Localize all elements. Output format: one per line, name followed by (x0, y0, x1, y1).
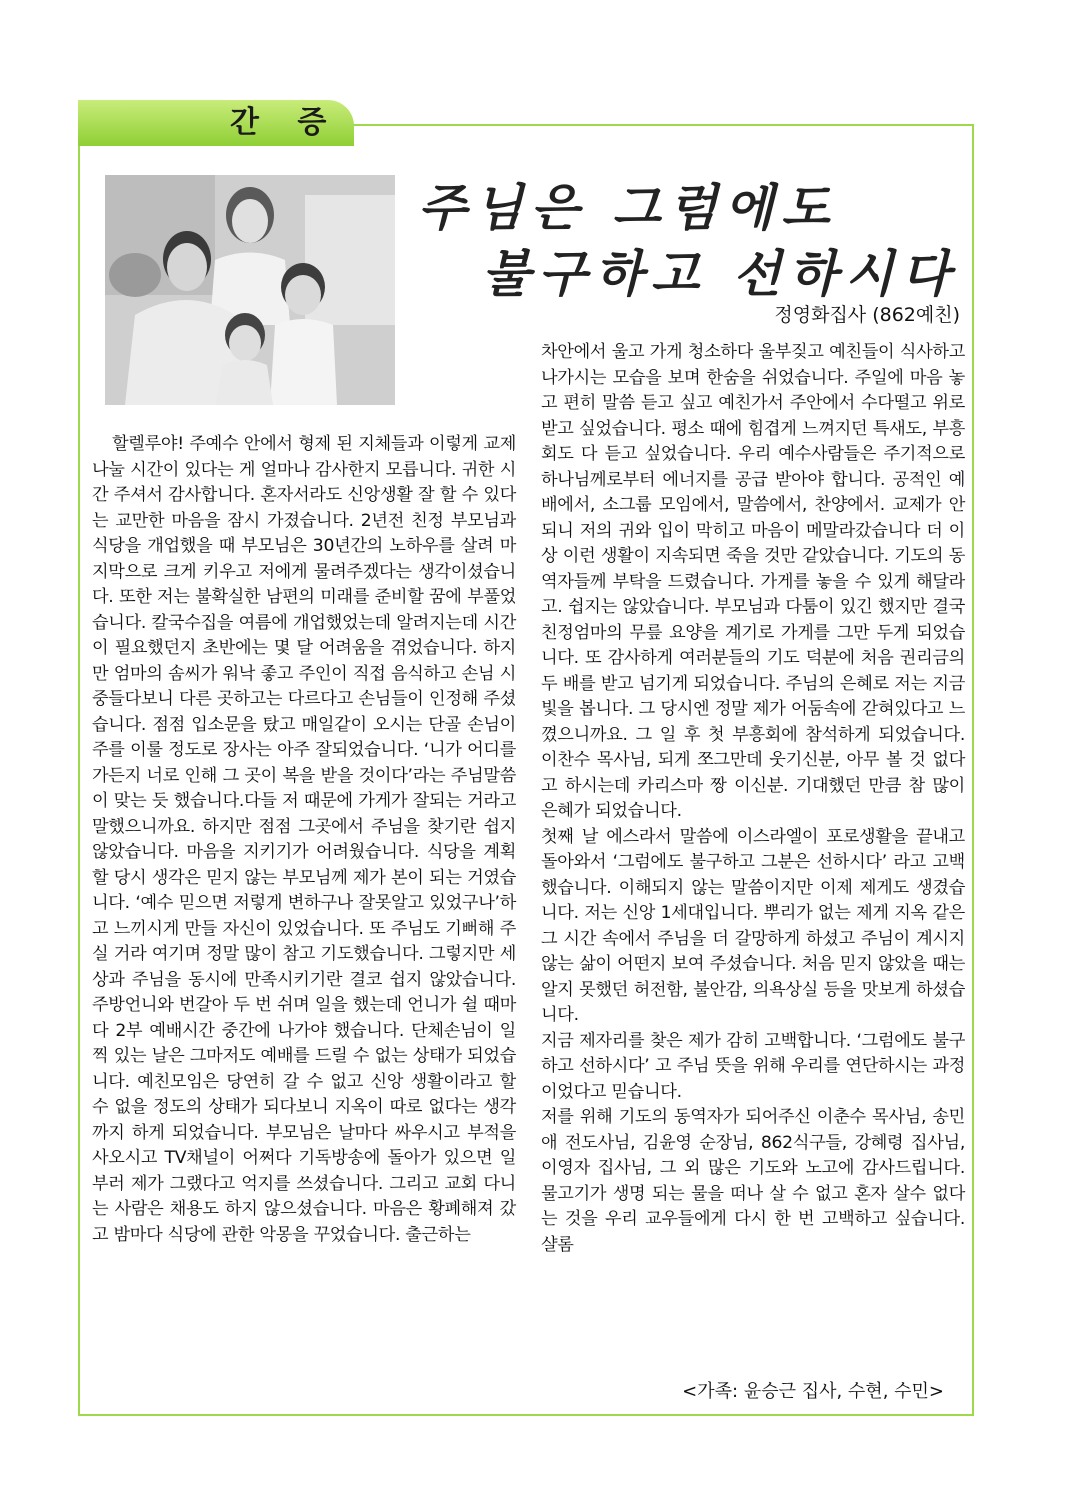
tab-decoration (84, 106, 136, 142)
left-paragraph: 할렐루야! 주예수 안에서 형제 된 지체들과 이렇게 교제 나눌 시간이 있다는 게 얼마나 감사한지 모릅니다. 귀한 시간 주셔서 감사합니다. 혼자서라도 신앙생활 잘 할 수 있다는 교만한 마음을 잠시 가졌습니다. 2년전 친정 부모님과 식당을 개업했을 때 부모님은 30년간의 노하우를 살려 마지막으로 크게 키우고 저에게 물려주겠다는 생각이셨습니다. 또한 저는 불확실한 남편의 미래를 준비할 꿈에 부풀었습니다. 칼국수집을 여름에 개업했었는데 알려지는데 시간이 필요했던지 초반에는 몇 달 어려움을 겪었습니다. 하지만 엄마의 솜씨가 워낙 좋고 주인이 직접 음식하고 손님 시중들다보니 다른 곳하고는 다르다고 손님들이 인정해 주셨습니다. 점점 입소문을 탔고 매일같이 오시는 단골 손님이 주를 이룰 정도로 장사는 아주 잘되었습니다. ‘니가 어디를 가든지 너로 인해 그 곳이 복을 받을 것이다’라는 주님말씀이 맞는 듯 했습니다.다들 저 때문에 가게가 잘되는 거라고 말했으니까요. 하지만 점점 그곳에서 주님을 찾기란 쉽지 않았습니다. 마음을 지키기가 어려웠습니다. 식당을 계획할 당시 생각은 믿지 않는 부모님께 제가 본이 되는 거였습니다. ‘예수 믿으면 저렇게 변하구나 잘못알고 있었구나’하고 느끼시게 만들 자신이 있었습니다. 또 주님도 기뻐해 주실 거라 여기며 정말 많이 참고 기도했습니다. 그렇지만 세상과 주님을 동시에 만족시키기란 결코 쉽지 않았습니다. 주방언니와 번갈아 두 번 쉬며 일을 했는데 언니가 쉴 때마다 2부 예배시간 중간에 나가야 했습니다. 단체손님이 일찍 있는 날은 그마저도 예배를 드릴 수 없는 상태가 되었습니다. 예친모임은 당연히 갈 수 없고 신앙 생활이라고 할 수 없을 정도의 상태가 되다보니 지옥이 따로 없다는 생각까지 하게 되었습니다. 부모님은 날마다 싸우시고 부적을 사오시고 TV채널이 어쩌다 기독방송에 돌아가 있으면 일부러 제가 그랬다고 억지를 쓰셨습니다. 그리고 교회 다니는 사람은 채용도 하지 않으셨습니다. 마음은 황폐해져 갔고 밤마다 식당에 관한 악몽을 꾸었습니다. 출근하는 (92, 434, 516, 1245)
right-paragraph-4: 저를 위해 기도의 동역자가 되어주신 이춘수 목사님, 송민애 전도사님, 김윤영 순장님, 862식구들, 강혜령 집사님, 이영자 집사님, 그 외 많은 기도와 노고에 감사드립니다. 물고기가 생명 되는 물을 떠나 살 수 없고 혼자 살수 없다는 것을 우리 교우들에게 다시 한 번 고백하고 싶습니다. 샬롬 (541, 1107, 965, 1255)
left-column (92, 432, 516, 1248)
right-paragraph-3: 지금 제자리를 찾은 제가 감히 고백합니다. ‘그럼에도 불구하고 선하시다’ 고 주님 뜻을 위해 우리를 연단하시는 과정이었다고 믿습니다. (541, 1030, 965, 1102)
family-photo (105, 175, 395, 405)
family-photo-icon (105, 175, 395, 405)
article-title-line-1: 주님은 그럼에도 (418, 178, 838, 237)
article-title-line-2: 불구하고 선하시다 (482, 244, 958, 303)
right-paragraph-2: 첫째 날 에스라서 말씀에 이스라엘이 포로생활을 끝내고 돌아와서 ‘그럼에도 불구하고 그분은 선하시다’ 라고 고백했습니다. 이해되지 않는 말씀이지만 이제 제게도 생겼습니다. 저는 신앙 1세대입니다. 뿌리가 없는 제게 지옥 같은 그 시간 속에서 주님을 더 갈망하게 하셨고 주님이 계시지 않는 삶이 어떤지 보여 주셨습니다. 처음 믿지 않았을 때는 알지 못했던 허전함, 불안감, 의욕상실 등을 맛보게 하셨습니다. (541, 826, 965, 1025)
right-paragraph-1: 차안에서 울고 가게 청소하다 울부짖고 예친들이 식사하고 나가시는 모습을 보며 한숨을 쉬었습니다. 주일에 마음 놓고 편히 말씀 듣고 싶고 예친가서 주안에서 수다떨고 위로받고 싶었습니다. 평소 때에 힘겹게 느껴지던 특새도, 부흥회도 다 듣고 싶었습니다. 우리 예수사람들은 주기적으로 하나님께로부터 에너지를 공급 받아야 합니다. 공적인 예배에서, 소그룹 모임에서, 말씀에서, 찬양에서. 교제가 안되니 저의 귀와 입이 막히고 마음이 메말라갔습니다 더 이상 이런 생활이 지속되면 죽을 것만 같았습니다. 기도의 동역자들께 부탁을 드렸습니다. 가게를 놓을 수 있게 해달라고. 쉽지는 않았습니다. 부모님과 다툼이 있긴 했지만 결국 친정엄마의 무릎 요양을 계기로 가게를 그만 두게 되었습니다. 또 감사하게 여러분들의 기도 덕분에 처음 권리금의 두 배를 받고 넘기게 되었습니다. 주님의 은혜로 저는 지금 빛을 봅니다. 그 당시엔 정말 제가 어둠속에 갇혀있다고 느꼈으니까요. 그 일 후 첫 부흥회에 참석하게 되었습니다. 이찬수 목사님, 되게 쪼그만데 웃기신분, 아무 볼 것 없다고 하시는데 카리스마 짱 이신분. 기대했던 만큼 참 많이 은혜가 되었습니다. (541, 342, 965, 821)
section-tab (78, 100, 354, 146)
article-author: 정영화집사 (862예친) (774, 304, 960, 326)
family-note: <가족: 윤승근 집사, 수현, 수민> (682, 1381, 944, 1402)
right-column (541, 340, 965, 1258)
section-label: 간 증 (230, 105, 341, 140)
